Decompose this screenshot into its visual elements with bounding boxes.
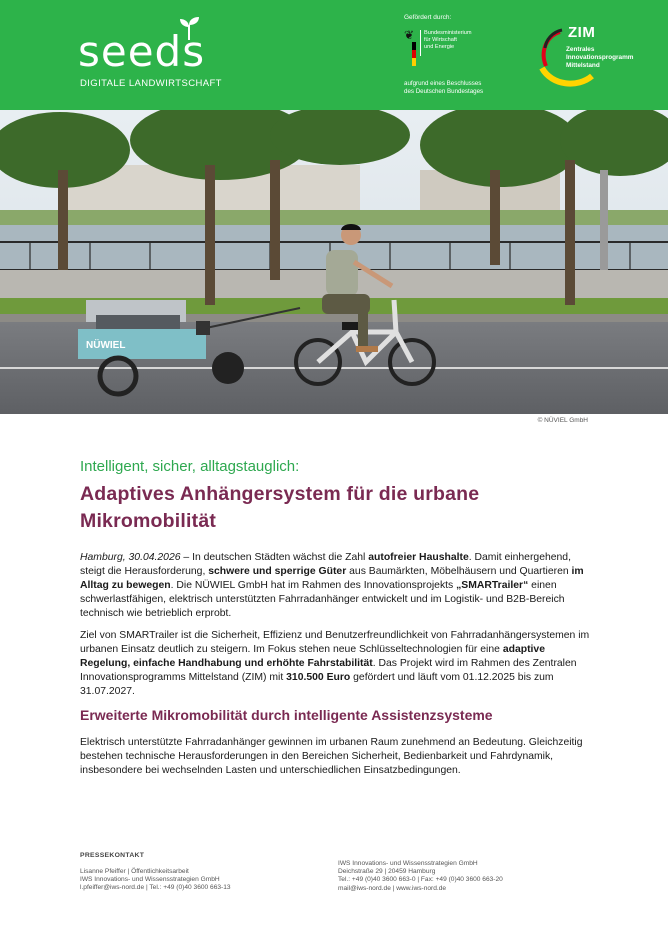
decision-line-2: des Deutschen Bundestages [404,88,484,95]
zim-line-3: Mittelstand [566,61,600,69]
p1-text-5: einen schwerlastfähigen, elektrisch unterstützten Fahrradanhänger entwickelt und im Logistik- und B2B-Bereich technisch wie betrieblich erprobt. [80,580,565,619]
logo-wordmark: seeds [78,27,206,76]
press-contact-person [80,868,320,893]
logo-tagline: DIGITALE LANDWIRTSCHAFT [80,78,222,89]
article-subheadline: Erweiterte Mikromobilität durch intelligente Assistenzsysteme [80,707,493,723]
contact-right-line-3: Tel.: +49 (0)40 3600 663-0 | Fax: +49 (0)40 3600 663-20 [338,876,503,884]
contact-right-line-1: IWS Innovations- und Wissensstrategien GmbH [338,860,478,867]
federal-eagle-icon: ❦ [404,28,415,42]
ministry-name [424,30,504,51]
zim-title: ZIM [568,24,596,41]
article-kicker: Intelligent, sicher, alltagstauglich: [80,458,300,475]
cargo-bike-photo [0,110,668,414]
p2-bold-2: 310.500 Euro [286,672,351,683]
p2-bold-1: adaptive Regelung, einfache Handhabung und erhöhte Fahrstabilität [80,644,545,669]
hero-photo [0,110,668,414]
contact-right-line-4[interactable]: mail@iws-nord.de | www.iws-nord.de [338,884,447,892]
funding-label: Gefördert durch: [404,14,452,21]
p1-text-2: . Damit einhergehend, steigt die Herausforderung, [80,552,571,577]
p1-bold-4: „SMARTrailer“ [456,580,529,591]
ministry-line-2: für Wirtschaft [424,37,457,43]
trailer-brand: NÜWIEL [86,340,126,351]
decision-line-1: aufgrund eines Beschlusses [404,80,482,87]
p1-bold-1: autofreier Haushalte [368,552,469,563]
contact-left-line-2: IWS Innovations- und Wissensstrategien GmbH [80,876,220,884]
ministry-line-3: und Energie [424,44,455,50]
contact-left-line-3[interactable]: l.pfeiffer@iws-nord.de | Tel.: +49 (0)40 3600 663-13 [80,884,231,892]
sprout-icon [176,16,202,42]
bundestag-decision [404,80,514,96]
paragraph-challenges: Elektrisch unterstützte Fahrradanhänger gewinnen im urbanen Raum zunehmend an Bedeutung. Gleichzeitig bestehen technische Herausforderungen in den Bereichen Sicherheit, Bedienbarkeit und Fahrdynamik, insbesondere bei wechselnden Lasten und unterschiedlichen Einsatzbedingungen. [80,737,583,776]
zim-name [566,46,646,69]
zim-logo [538,20,648,100]
p2-text-1: Ziel von SMARTrailer ist die Sicherheit, Effizienz und Benutzerfreundlichkeit von Fahrradanhängersystemen im urbanen Einsatz deutlich zu steigern. Im Fokus stehen neue Schlüsseltechnologien für eine [80,630,590,655]
p1-text-1: – In deutschen Städten wächst die Zahl [180,552,369,563]
header-banner [0,0,668,110]
ministry-line-1: Bundesministerium [424,30,472,36]
p1-text-3: aus Baumärkten, Möbelhäusern und Quartieren [346,566,572,577]
contact-left-line-1: Lisanne Pfeiffer | Öffentlichkeitsarbeit [80,868,189,875]
seeds-logo [78,18,222,93]
zim-line-1: Zentrales [566,46,595,53]
p2-text-2: . Das Projekt wird im Rahmen des Zentralen Innovationsprogramms Mittelstand (ZIM) mit [80,658,577,683]
p1-bold-2: schwere und sperrige Güter [208,566,347,577]
press-contact-label: PRESSEKONTAKT [80,852,145,859]
photo-credit: © NÜVIEL GmbH [537,417,588,424]
article-headline: Adaptives Anhängersystem für die urbane Mikromobilität [80,483,480,532]
german-flag-icon [412,42,416,66]
ministry-divider [420,30,421,56]
contact-right-line-2: Deichstraße 29 | 20459 Hamburg [338,868,436,876]
paragraph-intro [80,551,590,621]
p2-text-3: gefördert und läuft vom 01.12.2025 bis zum 31.07.2027. [80,672,554,697]
p1-text-4: . Die NÜWIEL GmbH hat im Rahmen des Innovationsprojekts [170,580,457,591]
zim-line-2: Innovationsprogramm [566,53,634,61]
paragraph-goal [80,629,590,699]
dateline: Hamburg, 30.04.2026 [80,552,181,563]
p1-bold-3: im Alltag zu bewegen [80,566,584,591]
press-contact-company [338,860,578,893]
ministry-logo [404,28,514,72]
